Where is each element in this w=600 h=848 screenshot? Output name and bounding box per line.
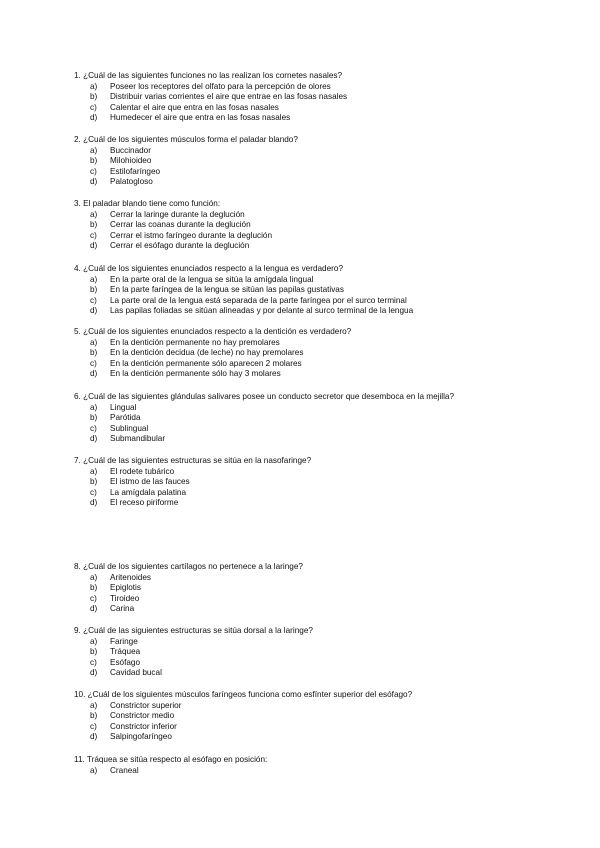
option-letter: b) xyxy=(90,220,98,230)
option-text: Constrictor medio xyxy=(110,711,175,721)
option-text: Cavidad bucal xyxy=(110,668,162,678)
option-c xyxy=(74,231,544,242)
option-text: Milohioideo xyxy=(110,156,152,166)
question-1 xyxy=(74,71,544,124)
option-letter: b) xyxy=(90,477,98,487)
option-letter: b) xyxy=(90,413,98,423)
option-letter: c) xyxy=(90,593,97,603)
question-text: 5. ¿Cuál de los siguientes enunciados respecto a la dentición es verdadero? xyxy=(74,327,352,336)
option-text: Las papilas foliadas se sitúan alineadas y por delante al surco terminal de la lengua xyxy=(110,306,414,316)
option-c xyxy=(74,424,544,435)
option-a xyxy=(74,338,544,349)
option-letter: d) xyxy=(90,113,98,123)
option-letter: b) xyxy=(90,348,98,358)
option-b xyxy=(74,711,544,722)
option-letter: a) xyxy=(90,700,98,710)
option-letter: d) xyxy=(90,434,98,444)
option-b xyxy=(74,647,544,658)
option-b xyxy=(74,92,544,103)
option-d xyxy=(74,668,544,679)
option-text: Lingual xyxy=(110,402,137,412)
option-b xyxy=(74,285,544,296)
option-d xyxy=(74,369,544,380)
option-c xyxy=(74,103,544,114)
question-text: 7. ¿Cuál de las siguientes estructuras se sitúa en la nasofaringe? xyxy=(74,456,312,465)
option-b xyxy=(74,413,544,424)
option-letter: a) xyxy=(90,402,98,412)
option-text: Sublingual xyxy=(110,423,149,433)
option-letter: b) xyxy=(90,156,98,166)
option-text: En la dentición permanente sólo hay 3 molares xyxy=(110,369,281,379)
question-7 xyxy=(74,456,544,509)
option-letter: c) xyxy=(90,657,97,667)
question-text: 6. ¿Cuál de las siguientes glándulas salivares posee un conducto secretor que desemboca en la mejilla? xyxy=(74,392,455,401)
option-text: Craneal xyxy=(110,765,139,775)
option-d xyxy=(74,113,544,124)
option-text: Cerrar las coanas durante la deglución xyxy=(110,220,251,230)
option-letter: c) xyxy=(90,102,97,112)
question-10 xyxy=(74,690,544,743)
option-letter: d) xyxy=(90,668,98,678)
option-d xyxy=(74,498,544,509)
option-d xyxy=(74,177,544,188)
option-letter: b) xyxy=(90,647,98,657)
option-letter: d) xyxy=(90,604,98,614)
option-c xyxy=(74,658,544,669)
option-c xyxy=(74,488,544,499)
option-letter: a) xyxy=(90,209,98,219)
option-letter: a) xyxy=(90,572,98,582)
option-letter: b) xyxy=(90,711,98,721)
option-letter: c) xyxy=(90,295,97,305)
option-letter: c) xyxy=(90,721,97,731)
option-letter: a) xyxy=(90,466,98,476)
option-a xyxy=(74,146,544,157)
option-text: La amígdala palatina xyxy=(110,487,187,497)
option-c xyxy=(74,167,544,178)
option-text: Poseer los receptores del olfato para la percepción de olores xyxy=(110,81,331,91)
question-3 xyxy=(74,199,544,252)
option-text: Carina xyxy=(110,604,135,614)
option-c xyxy=(74,722,544,733)
option-a xyxy=(74,766,544,777)
option-letter: a) xyxy=(90,337,98,347)
option-a xyxy=(74,403,544,414)
option-c xyxy=(74,594,544,605)
option-text: Epiglotis xyxy=(110,583,141,593)
option-text: La parte oral de la lengua está separada de la parte faríngea por el surco terminal xyxy=(110,295,407,305)
option-text: Cerrar el istmo faríngeo durante la deglución xyxy=(110,230,273,240)
option-letter: b) xyxy=(90,285,98,295)
option-letter: d) xyxy=(90,732,98,742)
option-letter: a) xyxy=(90,636,98,646)
option-letter: a) xyxy=(90,81,98,91)
question-6 xyxy=(74,392,544,445)
question-text: 1. ¿Cuál de las siguientes funciones no las realizan los cornetes nasales? xyxy=(74,71,343,80)
question-8 xyxy=(74,562,544,615)
option-text: En la dentición permanente sólo aparecen 2 molares xyxy=(110,358,302,368)
option-text: Tráquea xyxy=(110,647,141,657)
question-text: 2. ¿Cuál de los siguientes músculos forma el paladar blando? xyxy=(74,135,298,144)
option-a xyxy=(74,467,544,478)
question-text: 10. ¿Cuál de los siguientes músculos faríngeos funciona como esfínter superior del esófago? xyxy=(74,690,413,699)
option-d xyxy=(74,241,544,252)
option-d xyxy=(74,732,544,743)
question-9 xyxy=(74,626,544,679)
option-c xyxy=(74,296,544,307)
option-text: Aritenoides xyxy=(110,572,151,582)
question-5 xyxy=(74,327,544,380)
option-letter: d) xyxy=(90,306,98,316)
option-text: En la dentición decidua (de leche) no hay premolares xyxy=(110,348,304,358)
option-letter: c) xyxy=(90,423,97,433)
option-letter: d) xyxy=(90,241,98,251)
option-text: Cerrar el esófago durante la deglución xyxy=(110,241,250,251)
option-d xyxy=(74,604,544,615)
option-b xyxy=(74,583,544,594)
option-text: Cerrar la laringe durante la deglución xyxy=(110,209,245,219)
option-letter: d) xyxy=(90,369,98,379)
question-text: 3. El paladar blando tiene como función: xyxy=(74,199,221,208)
option-text: Parótida xyxy=(110,413,141,423)
option-a xyxy=(74,701,544,712)
option-letter: c) xyxy=(90,166,97,176)
option-b xyxy=(74,220,544,231)
option-text: Distribuir varias corrientes el aire que entrae en las fosas nasales xyxy=(110,92,348,102)
option-c xyxy=(74,359,544,370)
option-b xyxy=(74,477,544,488)
option-letter: a) xyxy=(90,145,98,155)
option-text: Salpingofaríngeo xyxy=(110,732,172,742)
option-text: Palatogloso xyxy=(110,177,153,187)
option-b xyxy=(74,348,544,359)
option-letter: b) xyxy=(90,92,98,102)
option-a xyxy=(74,637,544,648)
option-letter: c) xyxy=(90,487,97,497)
option-letter: a) xyxy=(90,765,98,775)
option-text: Calentar el aire que entra en las fosas nasales xyxy=(110,102,279,112)
option-text: Faringe xyxy=(110,636,138,646)
option-text: El istmo de las fauces xyxy=(110,477,190,487)
option-text: Constrictor inferior xyxy=(110,721,177,731)
option-text: El rodete tubárico xyxy=(110,466,175,476)
option-text: En la dentición permanente no hay premolares xyxy=(110,337,280,347)
question-text: 11. Tráquea se sitúa respecto al esófago en posición: xyxy=(74,755,268,764)
option-a xyxy=(74,210,544,221)
option-text: Constrictor superior xyxy=(110,700,182,710)
option-d xyxy=(74,434,544,445)
option-letter: c) xyxy=(90,230,97,240)
option-text: Estilofaríngeo xyxy=(110,166,161,176)
question-text: 8. ¿Cuál de los siguientes cartílagos no pertenece a la laringe? xyxy=(74,562,303,571)
question-2 xyxy=(74,135,544,188)
option-letter: a) xyxy=(90,274,98,284)
option-text: El receso piriforme xyxy=(110,498,179,508)
question-4 xyxy=(74,264,544,317)
option-text: Submandibular xyxy=(110,434,166,444)
option-letter: d) xyxy=(90,177,98,187)
option-b xyxy=(74,156,544,167)
option-d xyxy=(74,306,544,317)
option-letter: c) xyxy=(90,358,97,368)
option-text: Esófago xyxy=(110,657,141,667)
option-text: Buccinador xyxy=(110,145,151,155)
option-letter: d) xyxy=(90,498,98,508)
option-a xyxy=(74,82,544,93)
option-text: En la parte faríngea de la lengua se sitúan las papilas gustativas xyxy=(110,285,344,295)
question-11 xyxy=(74,755,544,776)
option-text: En la parte oral de la lengua se sitúa la amígdala lingual xyxy=(110,274,314,284)
question-text: 9. ¿Cuál de las siguientes estructuras se sitúa dorsal a la laringe? xyxy=(74,626,313,635)
option-a xyxy=(74,573,544,584)
option-text: Tiroideo xyxy=(110,593,140,603)
option-text: Humedecer el aire que entra en las fosas nasales xyxy=(110,113,291,123)
question-text: 4. ¿Cuál de los siguientes enunciados respecto a la lengua es verdadero? xyxy=(74,264,343,273)
option-a xyxy=(74,275,544,286)
option-letter: b) xyxy=(90,583,98,593)
